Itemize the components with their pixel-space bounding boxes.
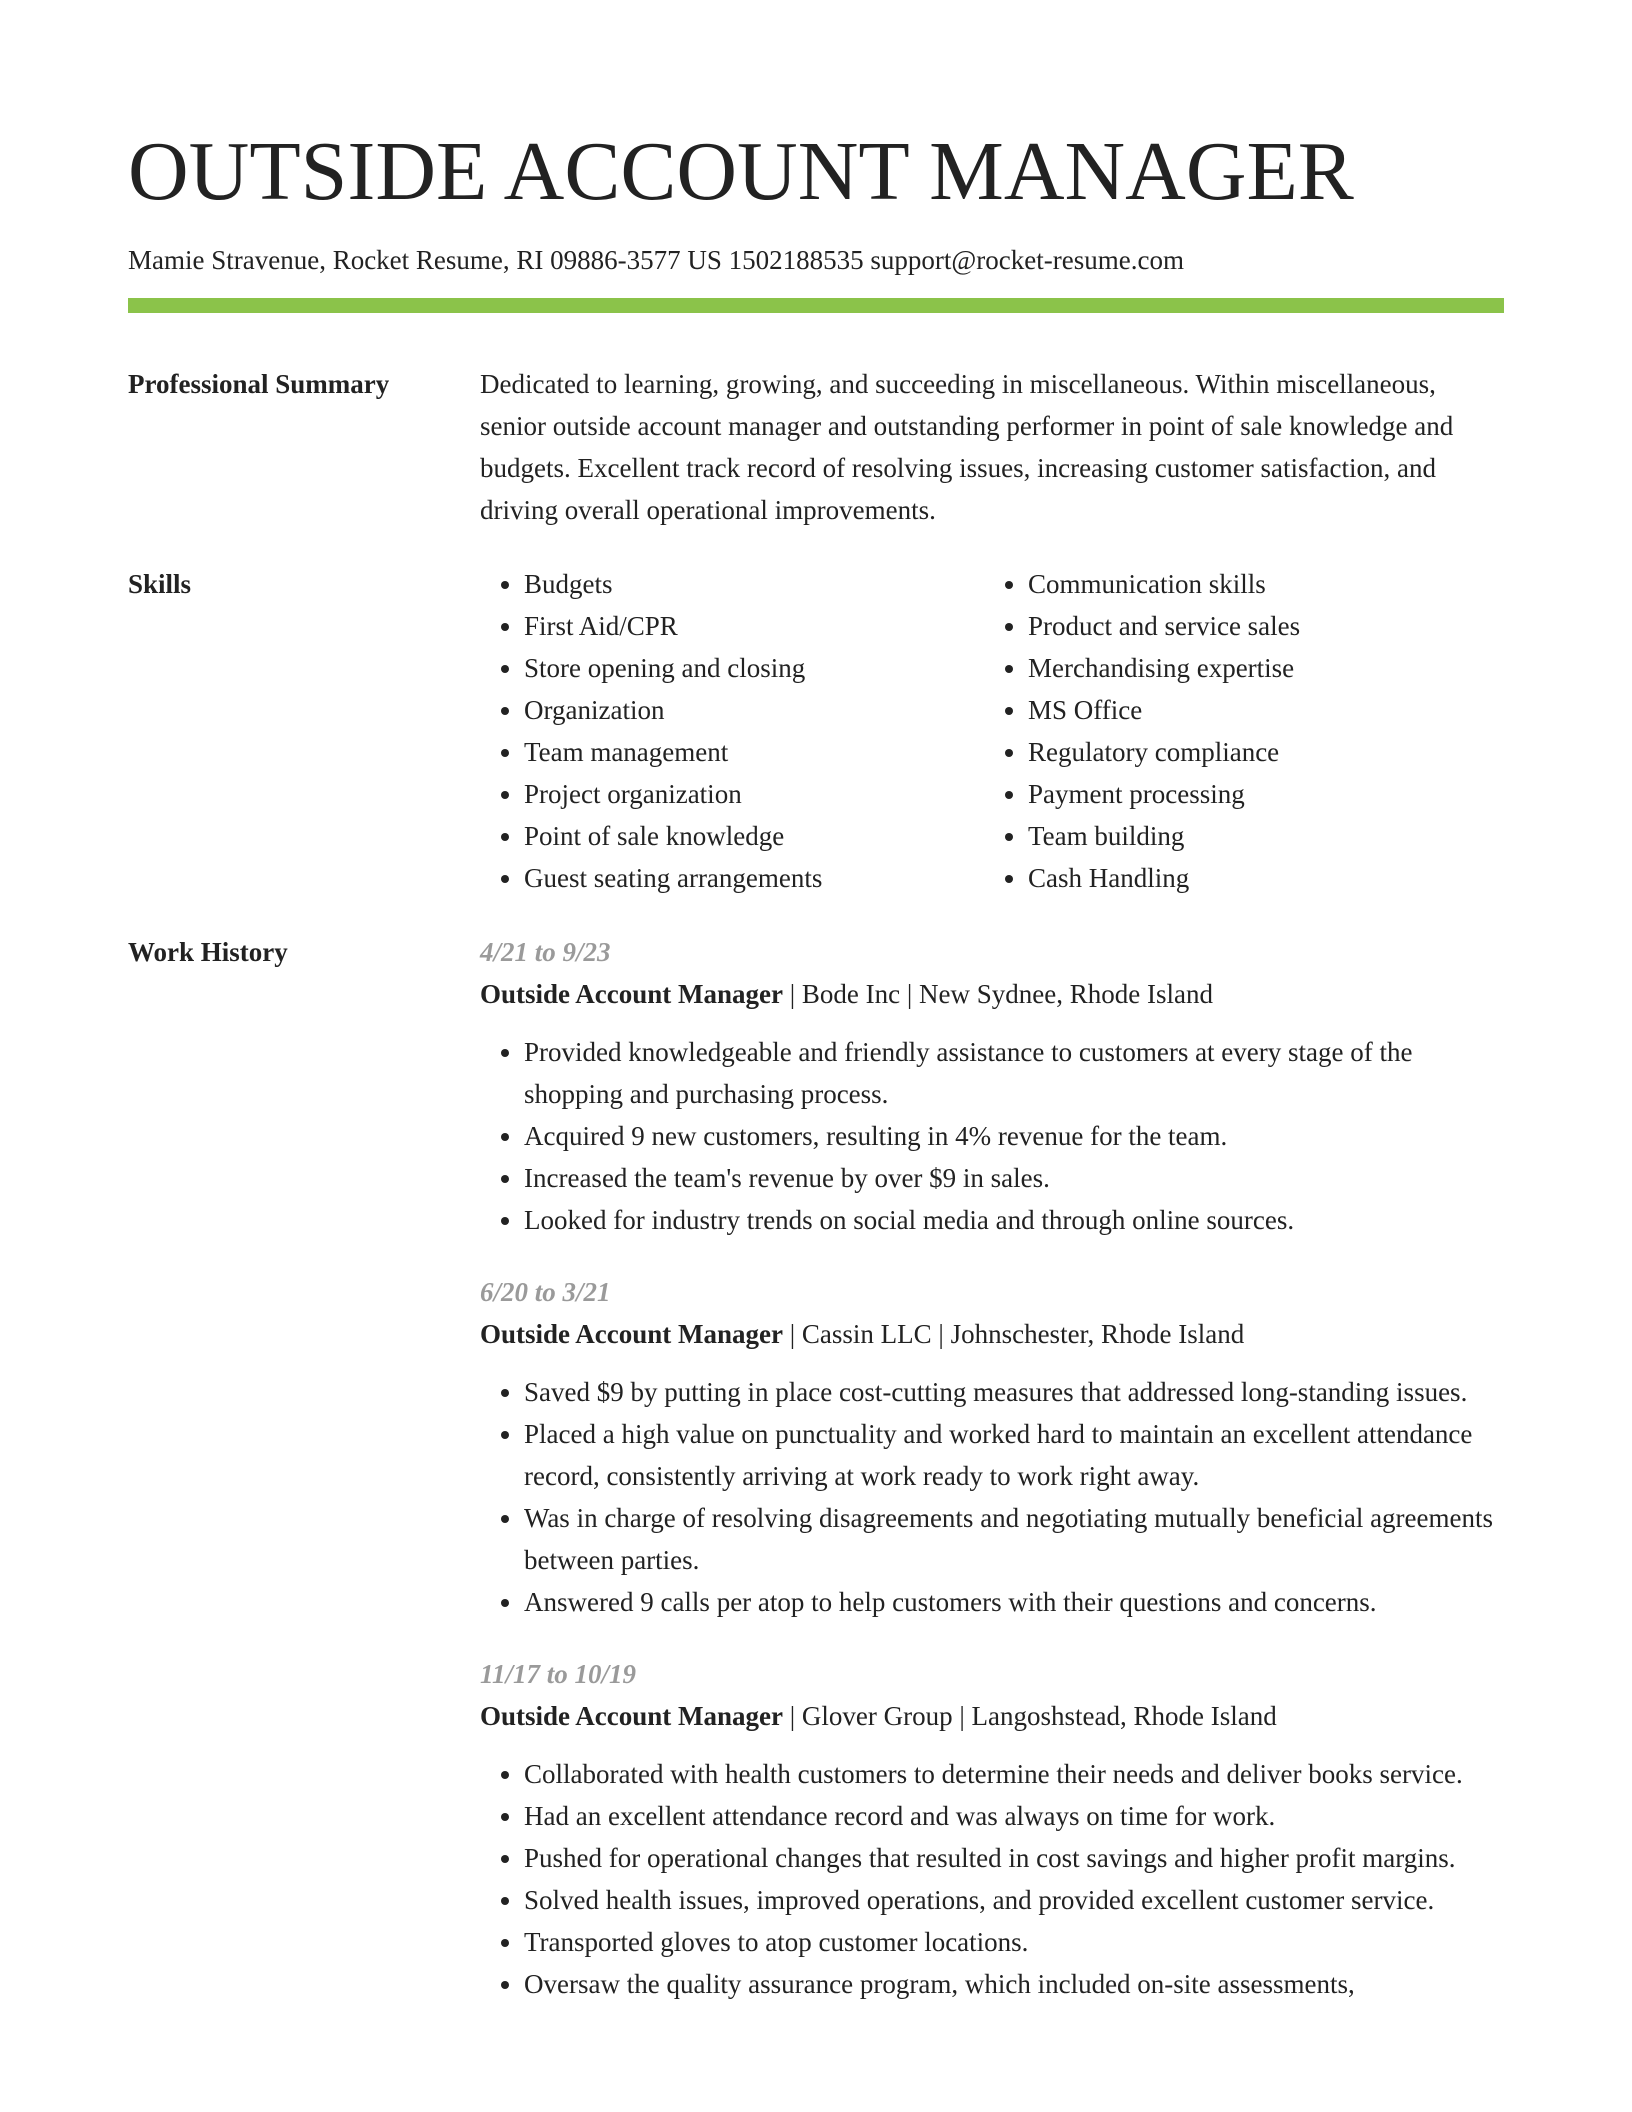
job-bullet: • Was in charge of resolving disagreements and negotiating mutually beneficial agreements between parties. — [524, 1497, 1504, 1581]
skill-item: • Team building — [1028, 815, 1300, 857]
skill-item: • Communication skills — [1028, 563, 1300, 605]
job-location: Langoshstead, Rhode Island — [971, 1701, 1277, 1731]
work-history-heading: Work History — [128, 937, 288, 967]
header-divider — [128, 298, 1504, 313]
job-dates: 4/21 to 9/23 — [480, 937, 611, 967]
job-company: Bode Inc — [801, 979, 901, 1009]
contact-email: support@rocket-resume.com — [870, 245, 1184, 275]
job-bullet: • Solved health issues, improved operations, and provided excellent customer service. — [524, 1879, 1504, 1921]
skill-item: • Cash Handling — [1028, 857, 1300, 899]
contact-phone: 1502188535 — [728, 245, 864, 275]
job-header: Outside Account Manager | Cassin LLC | Johnschester, Rhode Island — [480, 1319, 1245, 1349]
summary-section — [128, 363, 1504, 531]
resume-name: OUTSIDE ACCOUNT MANAGER — [128, 125, 1354, 218]
skill-item: • Organization — [524, 689, 984, 731]
skills-list-right — [984, 563, 1300, 899]
skill-item: • Point of sale knowledge — [524, 815, 984, 857]
job-title: Outside Account Manager — [480, 1701, 783, 1731]
skill-item: • Regulatory compliance — [1028, 731, 1300, 773]
skill-item: • MS Office — [1028, 689, 1300, 731]
skills-body — [480, 563, 1504, 899]
job-header: Outside Account Manager | Bode Inc | New Sydnee, Rhode Island — [480, 979, 1213, 1009]
job-entry — [480, 931, 1504, 1241]
job-location: New Sydnee, Rhode Island — [919, 979, 1213, 1009]
job-dates: 6/20 to 3/21 — [480, 1277, 611, 1307]
job-bullet: • Provided knowledgeable and friendly assistance to customers at every stage of the shopping and purchasing process. — [524, 1031, 1504, 1115]
job-location: Johnschester, Rhode Island — [950, 1319, 1245, 1349]
skill-item: • Guest seating arrangements — [524, 857, 984, 899]
job-bullets — [480, 1031, 1504, 1241]
resume-page — [128, 0, 1504, 2035]
skill-item: • Project organization — [524, 773, 984, 815]
skill-item: • Merchandising expertise — [1028, 647, 1300, 689]
job-bullet: • Collaborated with health customers to determine their needs and deliver books service. — [524, 1753, 1504, 1795]
skills-list-left — [480, 563, 984, 899]
skill-item: • First Aid/CPR — [524, 605, 984, 647]
job-dates: 11/17 to 10/19 — [480, 1659, 637, 1689]
job-title: Outside Account Manager — [480, 979, 783, 1009]
job-bullet: • Pushed for operational changes that resulted in cost savings and higher profit margins. — [524, 1837, 1504, 1879]
job-title: Outside Account Manager — [480, 1319, 783, 1349]
contact-address: Mamie Stravenue, Rocket Resume, RI 09886-3577 US — [128, 245, 722, 275]
summary-text: Dedicated to learning, growing, and succeeding in miscellaneous. Within miscellaneous, senior outside account manager and outstanding performer in point of sale knowledge and budgets. Excellent track record of resolving issues, increasing customer satisfaction, and driving overall operational improvements. — [480, 369, 1454, 525]
skills-section — [128, 563, 1504, 899]
skill-item: • Budgets — [524, 563, 984, 605]
job-header: Outside Account Manager | Glover Group | Langoshstead, Rhode Island — [480, 1701, 1277, 1731]
job-bullet: • Saved $9 by putting in place cost-cutting measures that addressed long-standing issues. — [524, 1371, 1504, 1413]
skills-heading: Skills — [128, 569, 192, 599]
work-history-section — [128, 931, 1504, 2035]
job-bullet: • Had an excellent attendance record and was always on time for work. — [524, 1795, 1504, 1837]
job-bullet: • Looked for industry trends on social media and through online sources. — [524, 1199, 1504, 1241]
job-entry — [480, 1271, 1504, 1623]
skill-item: • Store opening and closing — [524, 647, 984, 689]
job-bullet: • Acquired 9 new customers, resulting in 4% revenue for the team. — [524, 1115, 1504, 1157]
job-company: Cassin LLC — [801, 1319, 932, 1349]
skill-item: • Team management — [524, 731, 984, 773]
job-bullet: • Increased the team's revenue by over $9 in sales. — [524, 1157, 1504, 1199]
job-bullet: • Placed a high value on punctuality and worked hard to maintain an excellent attendance record, consistently arriving at work ready to work right away. — [524, 1413, 1504, 1497]
job-bullet: • Answered 9 calls per atop to help customers with their questions and concerns. — [524, 1581, 1504, 1623]
job-entry — [480, 1653, 1504, 2005]
summary-heading: Professional Summary — [128, 369, 390, 399]
skill-item: • Payment processing — [1028, 773, 1300, 815]
job-bullets — [480, 1753, 1504, 2005]
work-history-body — [480, 931, 1504, 2035]
summary-body — [480, 363, 1504, 531]
job-bullet: • Transported gloves to atop customer locations. — [524, 1921, 1504, 1963]
skill-item: • Product and service sales — [1028, 605, 1300, 647]
job-company: Glover Group — [801, 1701, 953, 1731]
job-bullets — [480, 1371, 1504, 1623]
skills-columns — [480, 563, 1504, 899]
contact-line — [128, 242, 1504, 278]
job-bullet: • Oversaw the quality assurance program, which included on-site assessments, — [524, 1963, 1504, 2005]
